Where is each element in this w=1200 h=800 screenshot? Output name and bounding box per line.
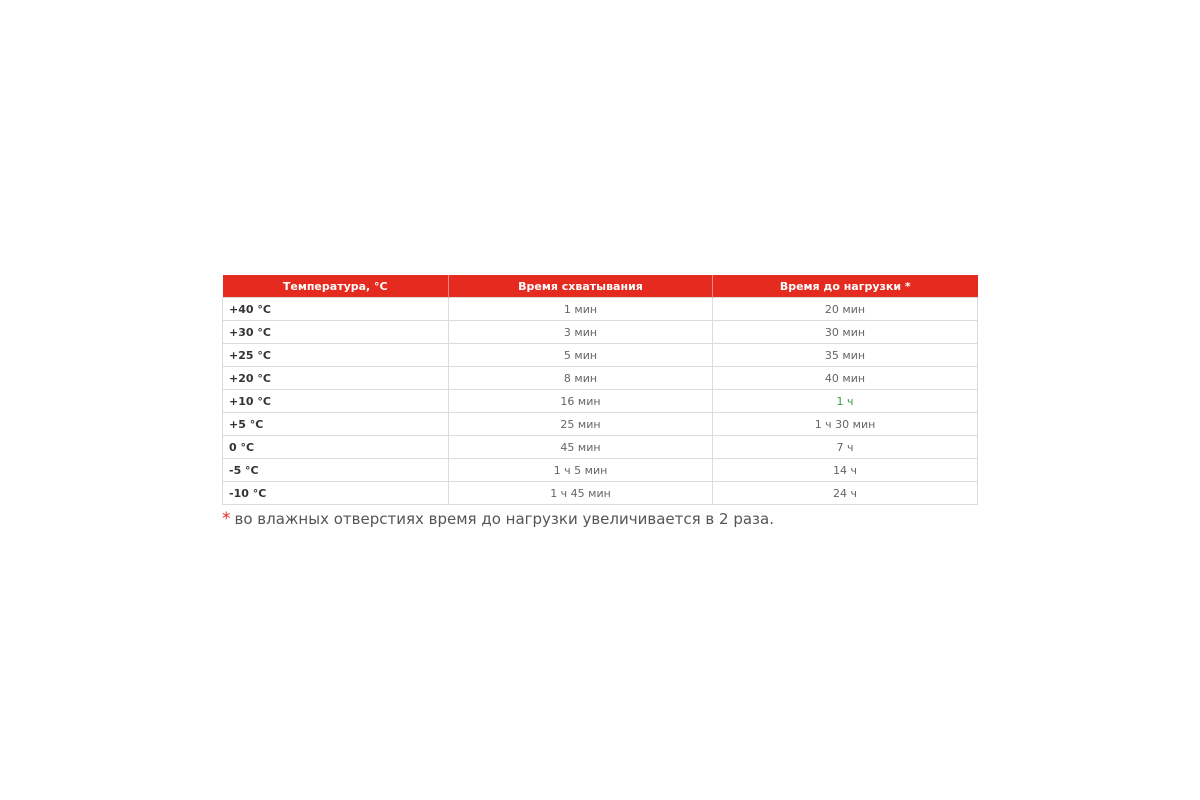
set-time-cell: 1 ч 45 мин xyxy=(449,482,713,505)
temperature-cell: +20 °C xyxy=(223,367,449,390)
table-row xyxy=(223,344,978,367)
table-row xyxy=(223,413,978,436)
header-load-time: Время до нагрузки * xyxy=(713,275,978,298)
load-time-cell: 24 ч xyxy=(713,482,978,505)
cure-time-section xyxy=(222,275,977,529)
load-time-cell: 7 ч xyxy=(713,436,978,459)
footnote xyxy=(222,509,977,529)
load-time-cell: 20 мин xyxy=(713,298,978,321)
table-row xyxy=(223,390,978,413)
set-time-cell: 3 мин xyxy=(449,321,713,344)
set-time-cell: 5 мин xyxy=(449,344,713,367)
table-row xyxy=(223,482,978,505)
set-time-cell: 1 мин xyxy=(449,298,713,321)
temperature-cell: 0 °C xyxy=(223,436,449,459)
load-time-cell: 1 ч 30 мин xyxy=(713,413,978,436)
load-time-cell: 35 мин xyxy=(713,344,978,367)
load-time-cell: 14 ч xyxy=(713,459,978,482)
temperature-cell: -10 °C xyxy=(223,482,449,505)
table-row xyxy=(223,436,978,459)
set-time-cell: 45 мин xyxy=(449,436,713,459)
table-row xyxy=(223,321,978,344)
temperature-cell: +5 °C xyxy=(223,413,449,436)
header-temperature: Температура, °C xyxy=(223,275,449,298)
footnote-asterisk: * xyxy=(222,509,231,529)
load-time-cell: 1 ч xyxy=(713,390,978,413)
table-row xyxy=(223,459,978,482)
set-time-cell: 8 мин xyxy=(449,367,713,390)
set-time-cell: 16 мин xyxy=(449,390,713,413)
temperature-cell: +40 °C xyxy=(223,298,449,321)
temperature-cell: +10 °C xyxy=(223,390,449,413)
cure-time-table xyxy=(222,275,978,505)
load-time-cell: 40 мин xyxy=(713,367,978,390)
temperature-cell: +25 °C xyxy=(223,344,449,367)
table-header-row xyxy=(223,275,978,298)
footnote-text: во влажных отверстиях время до нагрузки увеличивается в 2 раза. xyxy=(234,510,774,528)
header-set-time: Время схватывания xyxy=(449,275,713,298)
table-row xyxy=(223,298,978,321)
temperature-cell: +30 °C xyxy=(223,321,449,344)
table-row xyxy=(223,367,978,390)
set-time-cell: 1 ч 5 мин xyxy=(449,459,713,482)
set-time-cell: 25 мин xyxy=(449,413,713,436)
load-time-cell: 30 мин xyxy=(713,321,978,344)
temperature-cell: -5 °C xyxy=(223,459,449,482)
